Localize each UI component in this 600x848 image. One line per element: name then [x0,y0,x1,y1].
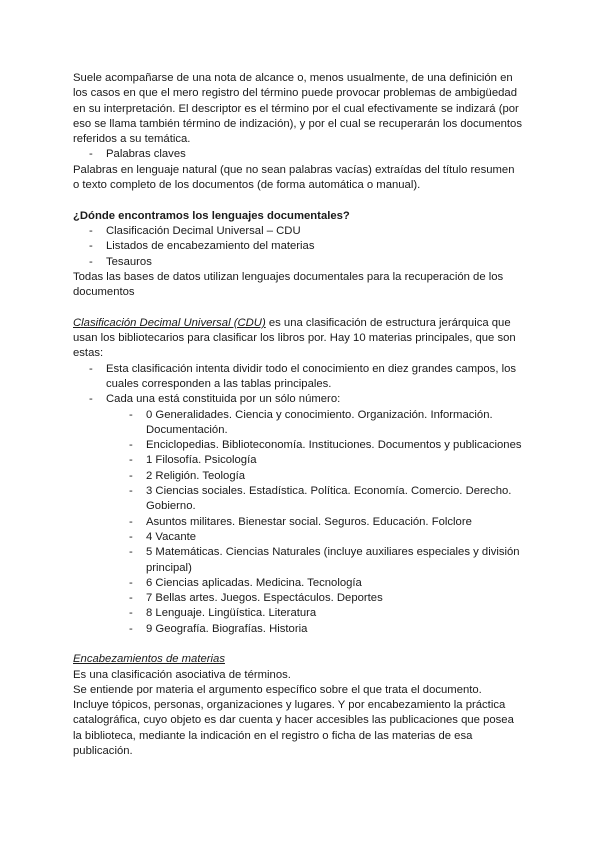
databases-paragraph: Todas las bases de datos utilizan lenguajes documentales para la recuperación de los documentos [73,270,504,299]
languages-list [73,224,523,270]
list-item: - 9 Geografía. Biografías. Historia [73,622,523,637]
encabezamientos-link[interactable]: Encabezamientos de materias [73,653,225,666]
intro-paragraph: Suele acompañarse de una nota de alcance o, menos usualmente, de una definición en los casos en que el mero registro del término puede provocar problemas de ambigüedad en su interpretación. El descriptor es el término por el cual efectivamente se indizará (por eso se llama también término de indización), y por el cual se recuperarán los documentos referidos a su temática. [73,72,522,146]
list-item: - 5 Matemáticas. Ciencias Naturales (incluye auxiliares especiales y división principal) [73,545,523,576]
list-item: - 8 Lenguaje. Lingüística. Literatura [73,606,523,621]
list-item: - Clasificación Decimal Universal – CDU [73,224,523,239]
cdu-link[interactable]: Clasificación Decimal Universal (CDU) [73,316,266,329]
list-item: - 6 Ciencias aplicadas. Medicina. Tecnología [73,576,523,591]
list-item: - Cada una está constituida por un sólo número: [73,392,523,407]
document-body [73,71,523,759]
list-item: - Palabras claves [73,147,523,162]
list-item: - Enciclopedias. Biblioteconomía. Instituciones. Documentos y publicaciones [73,438,523,453]
list-item: - 2 Religión. Teología [73,469,523,484]
encabezamientos-line: Incluye tópicos, personas, organizaciones y lugares. Y por encabezamiento la práctica catalográfica, cuyo objeto es dar cuenta y hacer accesibles las publicaciones que posea la biblioteca, mediante la indicación en el registro o ficha de las materias de esa publicación. [73,699,514,758]
cdu-text: es una clasificación de estructura jerárquica que usan los bibliotecarios para clasificar los libros por. Hay 10 materias principales, que son estas: [73,316,516,360]
encabezamientos-line: Es una clasificación asociativa de términos. [73,668,291,681]
cdu-paragraph [73,316,523,362]
list-item: - Tesauros [73,255,523,270]
list-item: - 4 Vacante [73,530,523,545]
keywords-list [73,147,523,162]
section-heading: ¿Dónde encontramos los lenguajes documentales? [73,209,350,222]
cdu-list [73,362,523,408]
list-item: - Asuntos militares. Bienestar social. Seguros. Educación. Folclore [73,515,523,530]
list-item: - 1 Filosofía. Psicología [73,453,523,468]
encabezamientos-line: Se entiende por materia el argumento específico sobre el que trata el documento. [73,683,482,696]
keywords-paragraph: Palabras en lenguaje natural (que no sean palabras vacías) extraídas del título resumen o texto completo de los documentos (de forma automática o manual). [73,163,515,192]
list-item: - 0 Generalidades. Ciencia y conocimiento. Organización. Información. Documentación. [73,408,523,439]
list-item: - 3 Ciencias sociales. Estadística. Política. Economía. Comercio. Derecho. Gobierno. [73,484,523,515]
list-item: - Esta clasificación intenta dividir todo el conocimiento en diez grandes campos, los cuales corresponden a las tablas principales. [73,362,523,393]
list-item: - Listados de encabezamiento del materias [73,239,523,254]
encabezamientos-heading [73,652,523,667]
list-item: - 7 Bellas artes. Juegos. Espectáculos. Deportes [73,591,523,606]
cdu-classes-list [73,408,523,637]
